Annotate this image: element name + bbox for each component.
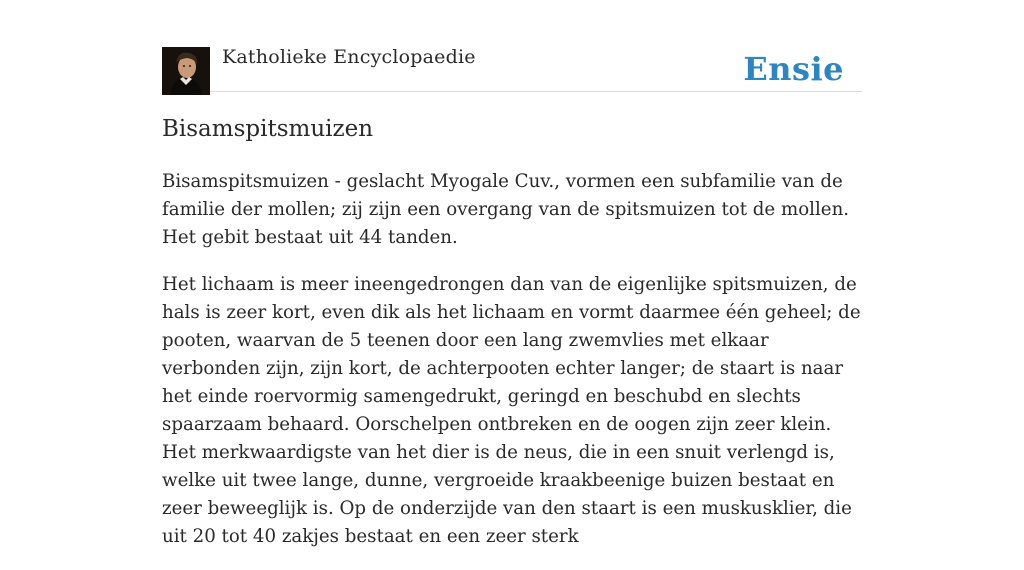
- article-paragraph: Het lichaam is meer ineengedrongen dan van de eigenlijke spitsmuizen, de hals is zeer kort, even dik als het lichaam en vormt daarmee één geheel; de pooten, waarvan de 5 teenen door een lang zwemvlies met elkaar verbonden zijn, zijn kort, de achterpooten echter langer; de staart is naar het einde roervormig samengedrukt, geringd en beschubd en slechts spaarzaam behaard. Oorschelpen ontbreken en de oogen zijn zeer klein. Het merkwaardigste van het dier is de neus, die in een snuit verlengd is, welke uit twee lange, dunne, vergroeide kraakbeenige buizen bestaat en zeer beweeglijk is. Op de onderzijde van den staart is een muskusklier, die uit 20 tot 40 zakjes bestaat en een zeer sterk: [162, 274, 861, 547]
- portrait-avatar-icon[interactable]: [162, 47, 210, 95]
- page-container: [162, 0, 862, 547]
- article-title: Bisamspitsmuizen: [162, 116, 374, 142]
- article-body: [162, 168, 862, 570]
- page-header: [162, 0, 862, 92]
- ensie-logo[interactable]: Ensie: [743, 50, 844, 88]
- article-paragraph: Bisamspitsmuizen - geslacht Myogale Cuv., vormen een subfamilie van de familie der mollen; zij zijn een overgang van de spitsmuizen tot de mollen. Het gebit bestaat uit 44 tanden.: [162, 171, 850, 248]
- source-name[interactable]: Katholieke Encyclopaedie: [222, 46, 476, 68]
